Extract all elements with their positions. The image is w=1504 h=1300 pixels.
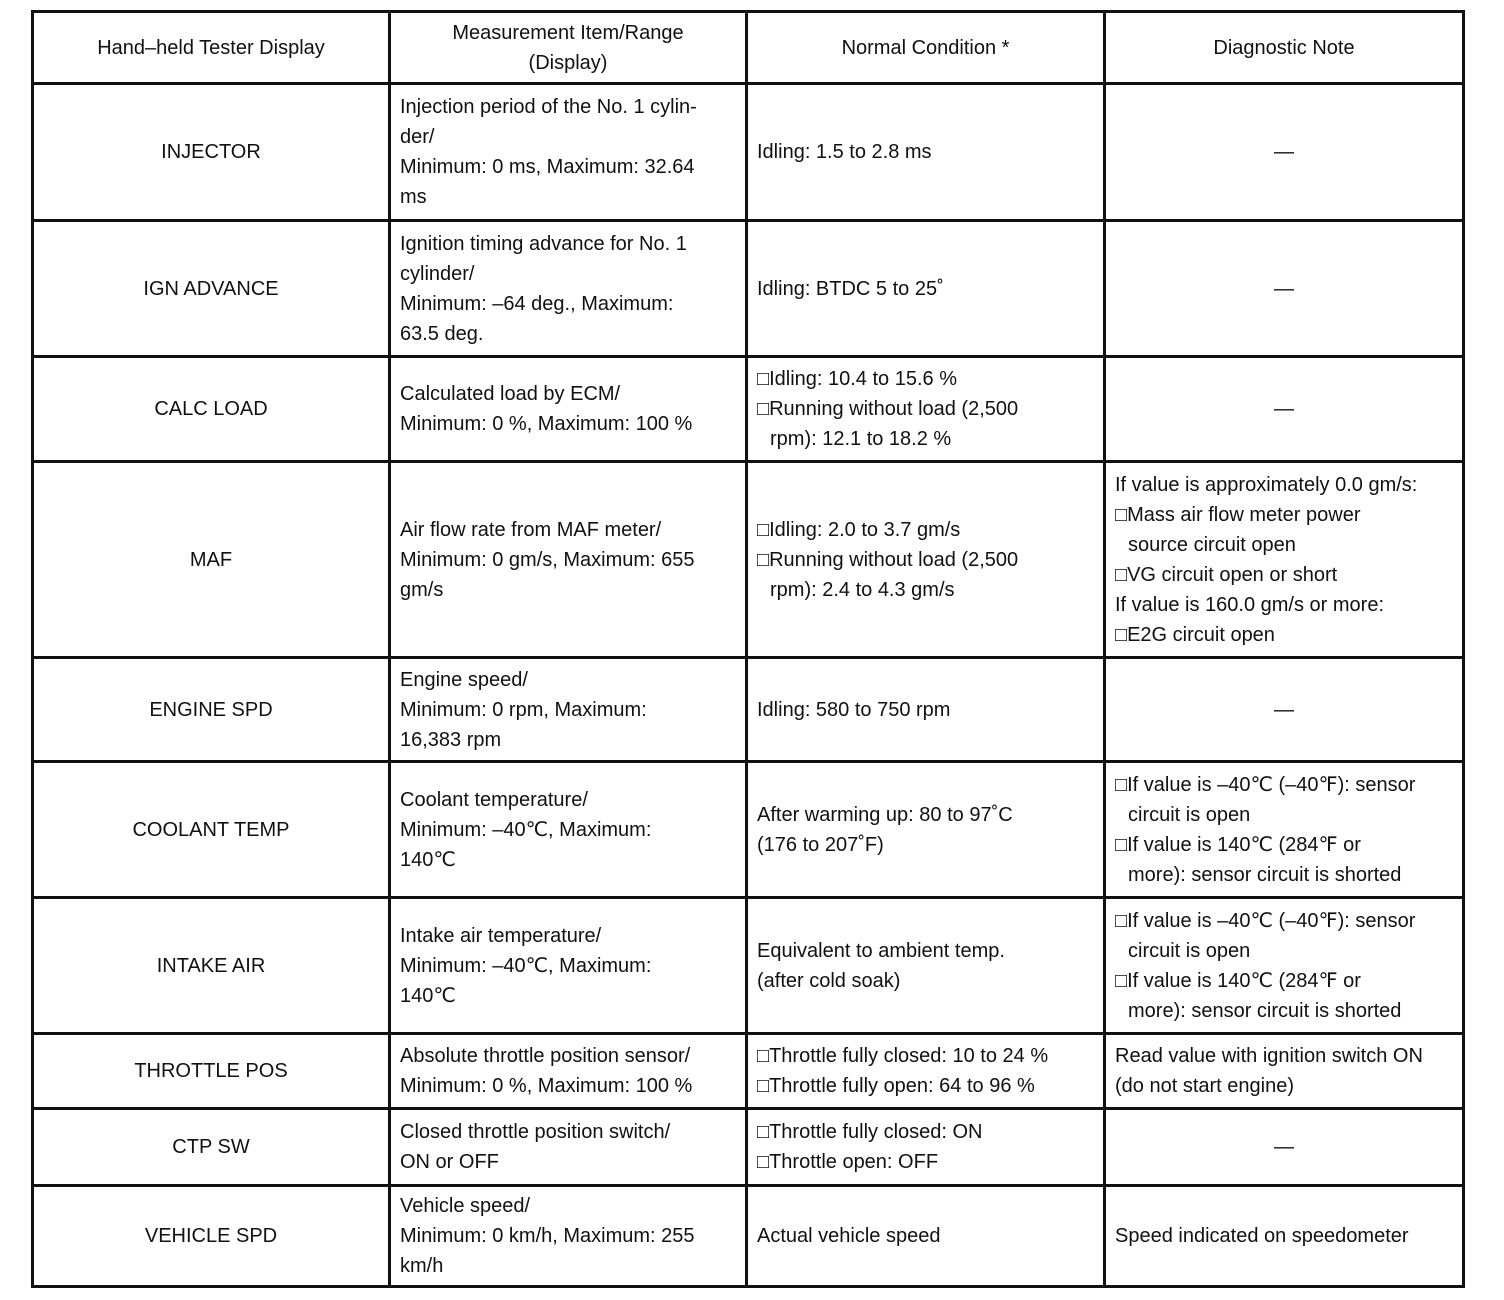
cell-normal-condition-line: □Throttle fully closed: 10 to 24 % [757,1045,1049,1067]
cell-tester-display: CALC LOAD [33,357,390,462]
cell-measurement-line: km/h [400,1255,444,1277]
cell-measurement-line: Ignition timing advance for No. 1 [400,232,687,255]
cell-diagnostic-note [1105,221,1464,357]
cell-tester-display: CTP SW [33,1109,390,1186]
cell-measurement [390,84,747,221]
header-display: Hand–held Tester Display [33,12,390,84]
cell-normal-condition [747,1109,1105,1186]
cell-measurement-line: Intake air temperature/ [400,924,602,947]
cell-diagnostic-note [1105,658,1464,762]
cell-diagnostic-note-line: If value is 160.0 gm/s or more: [1115,593,1385,616]
cell-normal-condition-line: Idling: 580 to 750 rpm [757,698,951,721]
cell-normal-condition-line: □Running without load (2,500 [757,548,1019,571]
header-measurement-line-2: (Display) [528,51,608,74]
cell-normal-condition-line: (after cold soak) [757,969,901,992]
cell-diagnostic-note [1105,898,1464,1034]
cell-diagnostic-note-line: □If value is 140℃ (284℉ or [1115,833,1361,856]
cell-measurement-line: Injection period of the No. 1 cylin- [400,96,697,118]
cell-diagnostic-note-line: □If value is –40℃ (–40℉): sensor [1115,909,1416,932]
cell-diagnostic-note [1105,357,1464,462]
cell-measurement-line: Calculated load by ECM/ [400,383,621,405]
cell-normal-condition-line: rpm): 12.1 to 18.2 % [770,428,952,450]
cell-diagnostic-note-line: circuit is open [1128,939,1251,962]
cell-diagnostic-note-line: source circuit open [1128,533,1296,556]
cell-measurement-line: Minimum: 0 ms, Maximum: 32.64 [400,156,695,178]
cell-diagnostic-note-line: circuit is open [1128,803,1251,826]
cell-measurement [390,658,747,762]
cell-tester-display: INJECTOR [33,84,390,221]
cell-tester-display: COOLANT TEMP [33,762,390,898]
cell-normal-condition-line: □Throttle fully open: 64 to 96 % [757,1075,1035,1097]
cell-diagnostic-note-line: — [1274,141,1294,163]
cell-diagnostic-note [1105,1186,1464,1287]
cell-measurement-line: Minimum: –40℃, Maximum: [400,954,652,977]
cell-diagnostic-note-line: □E2G circuit open [1115,623,1275,646]
cell-diagnostic-note-line: more): sensor circuit is shorted [1128,863,1402,886]
header-diagnostic-note: Diagnostic Note [1105,12,1464,84]
cell-normal-condition [747,762,1105,898]
cell-measurement-line: Minimum: 0 km/h, Maximum: 255 [400,1225,695,1247]
cell-normal-condition [747,84,1105,221]
cell-normal-condition [747,221,1105,357]
cell-diagnostic-note [1105,84,1464,221]
cell-tester-display: ENGINE SPD [33,658,390,762]
cell-measurement-line: Coolant temperature/ [400,788,588,811]
cell-normal-condition [747,462,1105,658]
cell-measurement [390,462,747,658]
cell-measurement-line: ON or OFF [400,1151,499,1173]
table-row [33,1109,1464,1186]
cell-measurement-line: Minimum: –40℃, Maximum: [400,818,652,841]
cell-measurement-line: gm/s [400,578,444,601]
cell-diagnostic-note-line: — [1274,698,1294,721]
cell-measurement-line: Vehicle speed/ [400,1195,531,1217]
table-row [33,1034,1464,1109]
cell-measurement-line: 63.5 deg. [400,322,484,345]
cell-tester-display: THROTTLE POS [33,1034,390,1109]
cell-diagnostic-note-line: (do not start engine) [1115,1075,1294,1097]
table-body [33,84,1464,1287]
cell-diagnostic-note-line: Read value with ignition switch ON [1115,1045,1423,1067]
table-row [33,84,1464,221]
cell-measurement-line: Minimum: 0 rpm, Maximum: [400,698,647,721]
cell-measurement-line: Minimum: 0 gm/s, Maximum: 655 [400,548,695,571]
cell-measurement-line: 140℃ [400,848,456,871]
table-row [33,898,1464,1034]
cell-normal-condition-line: Actual vehicle speed [757,1225,941,1247]
cell-normal-condition-line: Idling: BTDC 5 to 25˚ [757,277,944,300]
cell-diagnostic-note [1105,762,1464,898]
table-row [33,357,1464,462]
cell-normal-condition-line: □Idling: 10.4 to 15.6 % [757,368,957,390]
cell-diagnostic-note-line: □If value is –40℃ (–40℉): sensor [1115,773,1416,796]
cell-measurement-line: ms [400,186,427,208]
cell-measurement [390,762,747,898]
cell-measurement [390,357,747,462]
table-row [33,762,1464,898]
cell-diagnostic-note-line: □Mass air flow meter power [1115,503,1361,526]
cell-diagnostic-note-line: Speed indicated on speedometer [1115,1225,1409,1247]
cell-normal-condition-line: Equivalent to ambient temp. [757,939,1005,962]
cell-normal-condition-line: □Running without load (2,500 [757,398,1019,420]
cell-diagnostic-note-line: — [1274,277,1294,300]
header-normal-condition: Normal Condition * [747,12,1105,84]
cell-measurement-line: Air flow rate from MAF meter/ [400,518,662,541]
cell-normal-condition-line: Idling: 1.5 to 2.8 ms [757,141,932,163]
diagnostic-data-table [31,10,1465,1288]
cell-normal-condition-line: (176 to 207˚F) [757,833,884,856]
cell-normal-condition-line: □Throttle open: OFF [757,1151,939,1173]
header-measurement [390,12,747,84]
cell-tester-display: INTAKE AIR [33,898,390,1034]
cell-measurement-line: Minimum: 0 %, Maximum: 100 % [400,1075,693,1097]
cell-measurement-line: cylinder/ [400,262,475,285]
cell-measurement-line: Engine speed/ [400,668,528,691]
cell-normal-condition [747,898,1105,1034]
cell-tester-display: MAF [33,462,390,658]
cell-measurement-line: 16,383 rpm [400,728,502,751]
cell-diagnostic-note [1105,1034,1464,1109]
cell-measurement [390,898,747,1034]
cell-diagnostic-note-line: □VG circuit open or short [1115,563,1338,586]
cell-tester-display: IGN ADVANCE [33,221,390,357]
cell-measurement-line: Minimum: –64 deg., Maximum: [400,292,674,315]
cell-measurement [390,1109,747,1186]
table-row [33,221,1464,357]
cell-diagnostic-note-line: □If value is 140℃ (284℉ or [1115,969,1361,992]
cell-normal-condition-line: □Throttle fully closed: ON [757,1121,983,1143]
table-row [33,462,1464,658]
cell-diagnostic-note [1105,462,1464,658]
cell-normal-condition [747,357,1105,462]
cell-normal-condition-line: After warming up: 80 to 97˚C [757,803,1013,826]
header-row [33,12,1464,84]
cell-measurement [390,221,747,357]
cell-measurement-line: Absolute throttle position sensor/ [400,1045,691,1067]
cell-measurement [390,1186,747,1287]
cell-normal-condition [747,1034,1105,1109]
cell-measurement-line: Minimum: 0 %, Maximum: 100 % [400,413,693,435]
header-measurement-line-1: Measurement Item/Range [452,21,684,44]
cell-normal-condition-line: rpm): 2.4 to 4.3 gm/s [770,578,955,601]
cell-normal-condition [747,658,1105,762]
cell-measurement-line: der/ [400,126,435,148]
cell-measurement-line: Closed throttle position switch/ [400,1121,671,1143]
cell-measurement [390,1034,747,1109]
table-row [33,1186,1464,1287]
cell-diagnostic-note-line: more): sensor circuit is shorted [1128,999,1402,1022]
cell-normal-condition-line: □Idling: 2.0 to 3.7 gm/s [757,518,961,541]
cell-diagnostic-note [1105,1109,1464,1186]
cell-measurement-line: 140℃ [400,984,456,1007]
cell-tester-display: VEHICLE SPD [33,1186,390,1287]
cell-diagnostic-note-line: If value is approximately 0.0 gm/s: [1115,473,1418,496]
cell-diagnostic-note-line: — [1274,398,1294,420]
table-row [33,658,1464,762]
cell-normal-condition [747,1186,1105,1287]
cell-diagnostic-note-line: — [1274,1136,1294,1158]
